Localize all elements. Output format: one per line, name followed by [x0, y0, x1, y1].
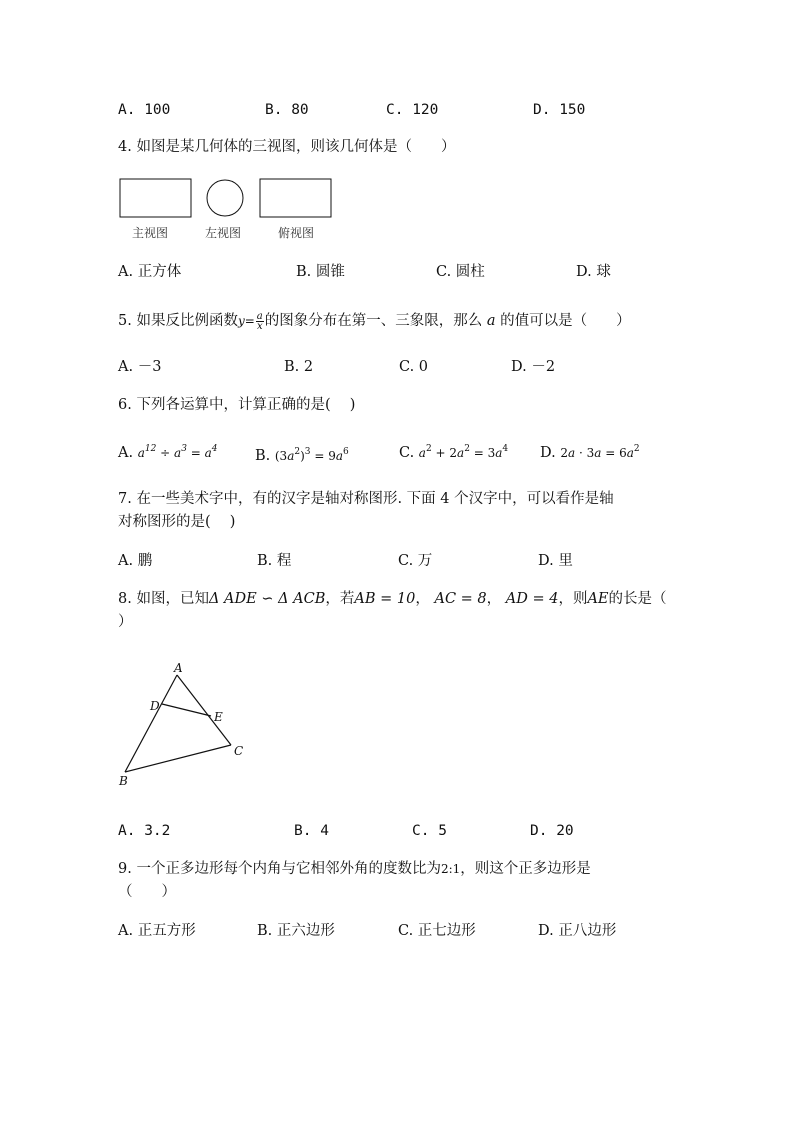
point-e-label: E: [214, 710, 223, 724]
q6-label-d: D.: [540, 445, 556, 461]
q4-stem: 4. 如图是某几何体的三视图，则该几何体是（ ）: [118, 139, 456, 155]
top-view-rectangle: [260, 179, 331, 217]
q3-option-b: B. 80: [265, 102, 309, 118]
q6-option-c: [399, 442, 508, 464]
q5-fraction-den: x: [256, 320, 263, 332]
q5-option-a: A. －3: [118, 359, 162, 375]
q8-option-b: B. 4: [294, 823, 329, 839]
q5-stem: [118, 310, 631, 332]
q8-option-a: A. 3.2: [118, 823, 171, 839]
q5-formula-eq: =: [244, 314, 255, 328]
q4-three-views-figure: [118, 176, 338, 222]
q5-var-a: a: [486, 313, 496, 329]
q9-option-d: D. 正八边形: [538, 923, 617, 939]
q6-expr-d: $2a \cdot 3a = 6a^2$: [560, 444, 640, 460]
q4-option-d: D. 球: [576, 264, 611, 280]
side-view-label: 左视图: [205, 226, 242, 240]
side-view-circle: [207, 180, 243, 216]
q5-formula-y: y: [237, 314, 245, 328]
q8-stem-line1: 8. 如图，已知Δ ADE ∽ Δ ACB，若AB = 10， AC = 8， AD = 4，则AE的长是（: [118, 591, 667, 607]
q8-triangle-figure: [110, 660, 260, 790]
q8-cond-ab: AB = 10: [354, 591, 416, 607]
q5-fraction: [256, 312, 264, 331]
q8-option-d: D. 20: [530, 823, 574, 839]
q9-option-a: A. 正五方形: [118, 923, 196, 939]
q4-option-a: A. 正方体: [118, 264, 182, 280]
q3-option-a: A. 100: [118, 102, 171, 118]
q5-option-c: C. 0: [399, 359, 429, 375]
top-view-label: 俯视图: [278, 226, 315, 240]
q8-triangle-acb: Δ ACB: [278, 591, 326, 607]
q9-option-b: B. 正六边形: [257, 923, 335, 939]
q9-ratio: 2:1: [440, 862, 461, 876]
front-view-rectangle: [120, 179, 191, 217]
point-d-label: D: [150, 699, 160, 713]
q5-fraction-num: a: [256, 310, 263, 322]
q6-option-a: [118, 442, 218, 464]
q5-option-d: D. －2: [511, 359, 556, 375]
q8-option-c: C. 5: [412, 823, 447, 839]
q3-option-c: C. 120: [386, 102, 439, 118]
front-view-label: 主视图: [132, 226, 169, 240]
q8-cond-ad: AD = 4: [505, 591, 559, 607]
q6-label-b: B.: [255, 448, 271, 464]
q9-option-c: C. 正七边形: [398, 923, 476, 939]
q6-stem: 6. 下列各运算中，计算正确的是( ): [118, 397, 356, 413]
q6-expr-b: $(3a^2)^3 = 9a^6$: [274, 447, 349, 463]
q5-option-b: B. 2: [284, 359, 314, 375]
q8-ae: AE: [587, 591, 609, 607]
q4-option-b: B. 圆锥: [296, 264, 345, 280]
point-b-label: B: [119, 774, 128, 788]
q6-label-c: C.: [399, 445, 415, 461]
q7-stem-line1: 7. 在一些美术字中，有的汉字是轴对称图形. 下面 4 个汉字中，可以看作是轴: [118, 491, 614, 507]
q7-stem-line2: 对称图形的是( ): [118, 514, 236, 530]
q7-option-d: D. 里: [538, 553, 573, 569]
q9-stem-line1: 9. 一个正多边形每个内角与它相邻外角的度数比为2:1，则这个正多边形是: [118, 861, 591, 877]
q8-triangle-ade: Δ ADE: [208, 591, 257, 607]
q8-cond-ac: AC = 8: [434, 591, 487, 607]
side-ab: [125, 675, 177, 772]
q5-suffix2: 的值可以是（ ）: [500, 313, 631, 329]
q5-prefix: 5. 如果反比例函数: [118, 313, 238, 329]
q6-label-a: A.: [118, 445, 134, 461]
point-a-label: A: [174, 661, 183, 675]
q6-expr-a: $a^{12} \div a^3 = a^4$: [137, 444, 218, 460]
q7-option-c: C. 万: [398, 553, 433, 569]
q6-option-b: [255, 445, 349, 467]
q7-option-b: B. 程: [257, 553, 292, 569]
q9-stem-line2: （ ）: [118, 884, 176, 900]
q6-option-d: [540, 442, 640, 464]
q3-option-d: D. 150: [533, 102, 586, 118]
point-c-label: C: [234, 744, 244, 758]
q5-suffix1: 的图象分布在第一、三象限，那么: [264, 313, 483, 329]
q8-stem-line2: ）: [118, 614, 133, 630]
q7-option-a: A. 鹏: [118, 553, 153, 569]
q4-option-c: C. 圆柱: [436, 264, 485, 280]
q6-expr-c: $a^2 + 2a^2 = 3a^4$: [418, 444, 509, 460]
side-bc: [125, 745, 231, 772]
